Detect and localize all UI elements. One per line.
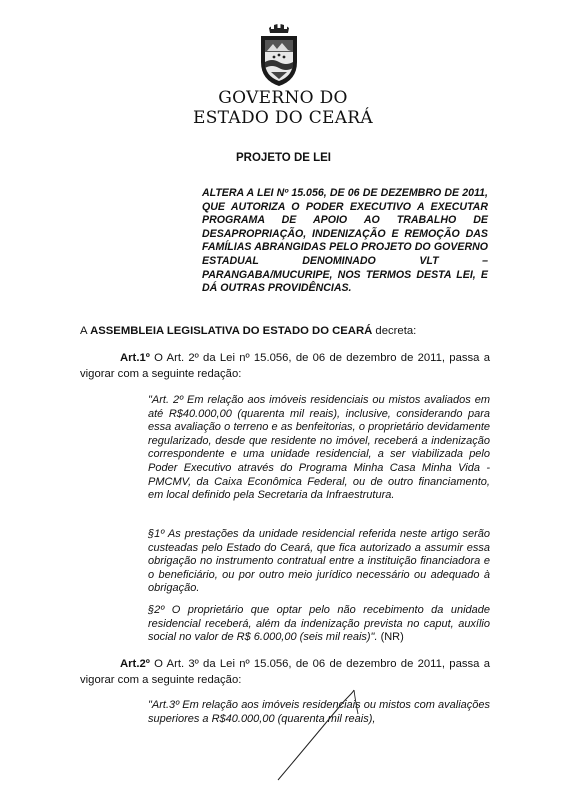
government-title-line2: ESTADO DO CEARÁ [193, 108, 373, 128]
article-1-text: O Art. 2º da Lei nº 15.056, de 06 de dezembro de 2011, passa a vigorar com a seguinte redação: [80, 352, 490, 380]
article-1-label: Art.1º [120, 352, 150, 364]
handwritten-initial-stroke [270, 684, 390, 784]
government-title-line1: GOVERNO DO [218, 88, 348, 108]
assembly-name: ASSEMBLEIA LEGISLATIVA DO ESTADO DO CEARÁ [90, 325, 373, 337]
quoted-article-3: "Art.3º Em relação aos imóveis residenciais ou mistos com avaliações superiores a R$40.000,00 (quarenta mil reais), [148, 699, 490, 725]
document-type-heading: PROJETO DE LEI [236, 152, 332, 164]
quoted-article-2: "Art. 2º Em relação aos imóveis residenciais ou mistos avaliados em até R$40.000,00 (quarenta mil reais), inclusive, considerando para essa avaliação o terreno e as benfeitorias, o proprietário devidamente regularizado, desde que residente no imóvel, receberá a indenização correspondente e uma unidade residencial, a ser viabilizada pelo Poder Executivo através do Programa Minha Casa Minha Vida - PMCMV, da Caixa Econômica Federal, ou de outro financiamento, em local definido pela Secretaria da Infraestrutura. [148, 394, 490, 502]
enacting-prefix: A [80, 325, 91, 337]
government-title [0, 88, 566, 128]
bill-summary: ALTERA A LEI Nº 15.056, DE 06 DE DEZEMBRO DE 2011, QUE AUTORIZA O PODER EXECUTIVO A EXECUTAR PROGRAMA DE APOIO AO TRABALHO DE DESAPROPRIAÇÃO, INDENIZAÇÃO E REMOÇÃO DAS FAMÍLIAS ABRANGIDAS PELO PROJETO DO GOVERNO ESTADUAL DENOMINADO VLT – PARANGABA/MUCURIPE, NOS TERMOS DESTA LEI, E DÁ OUTRAS PROVIDÊNCIAS. [202, 187, 488, 295]
state-coat-of-arms-icon [255, 22, 303, 88]
nr-tag: (NR) [377, 631, 404, 644]
article-2-text: O Art. 3º da Lei nº 15.056, de 06 de dezembro de 2011, passa a vigorar com a seguinte redação: [80, 658, 490, 686]
article-1 [80, 350, 490, 382]
quoted-paragraph-2-text: §2º O proprietário que optar pelo não recebimento da unidade residencial receberá, além da indenização prevista no caput, auxílio social no valor de R$ 6.000,00 (seis mil reais)". [148, 604, 490, 644]
quoted-paragraph-1: §1º As prestações da unidade residencial referida neste artigo serão custeadas pelo Estado do Ceará, que fica autorizado a assumir essa obrigação no instrumento contratual entre a instituição financiadora e o beneficiário, ou por outro meio jurídico necessário ou adequado à obrigação. [148, 528, 490, 595]
quoted-paragraph-2 [148, 604, 490, 645]
article-2-label: Art.2º [120, 658, 150, 670]
enacting-clause [80, 325, 416, 337]
enacting-suffix: decreta: [372, 325, 417, 337]
